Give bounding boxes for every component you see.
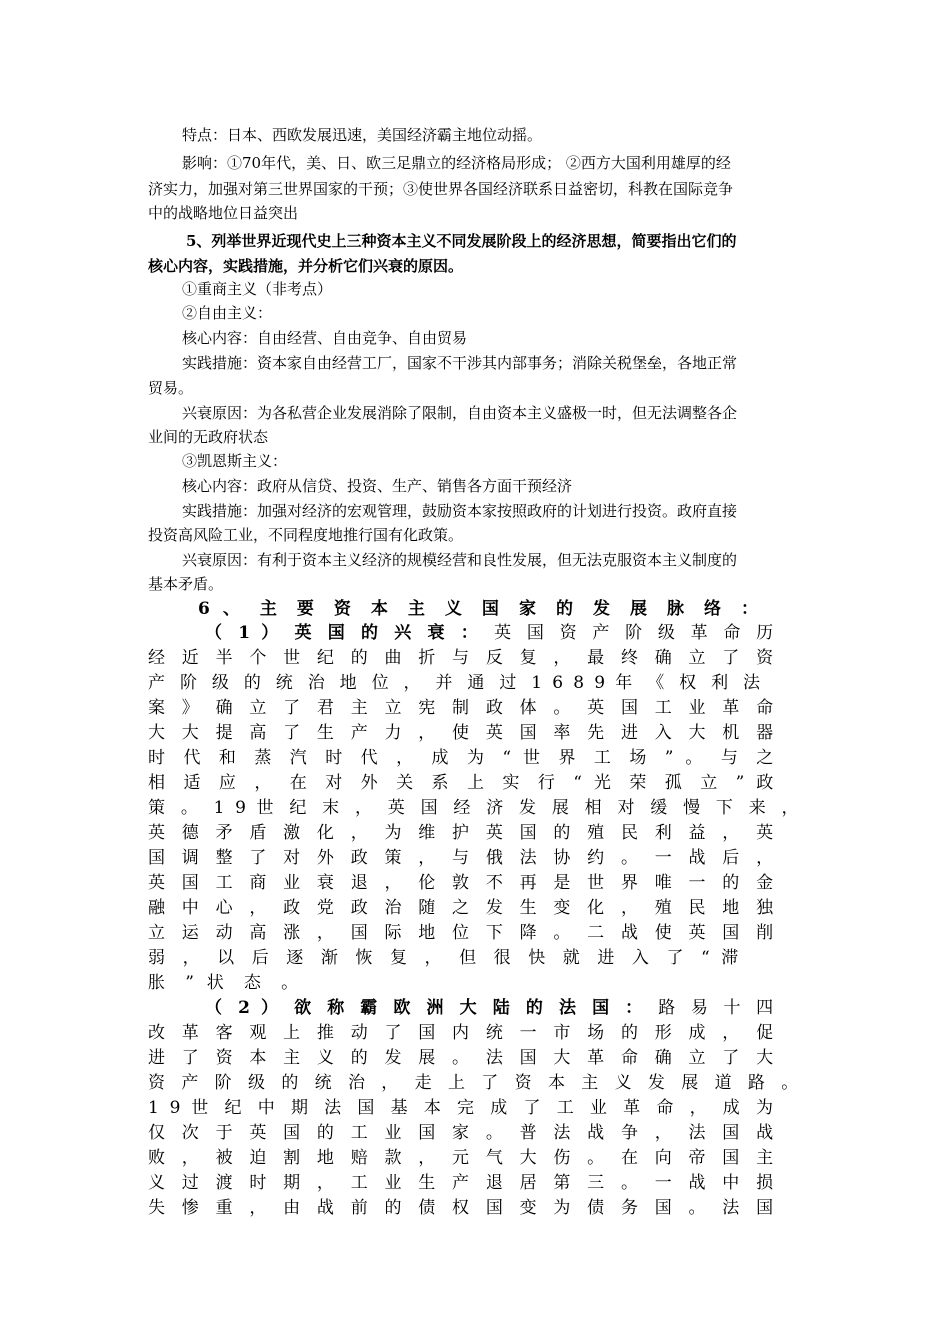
france-text-line: 改 革 客 观 上 推 动 了 国 内 统 一 市 场 的 形 成 ， 促	[148, 1023, 774, 1043]
uk-text-line: 大 大 提 高 了 生 产 力 ， 使 英 国 率 先 进 入 大 机 器	[148, 723, 774, 743]
keynesianism-rise-fall: 兴衰原因：有利于资本主义经济的规模经营和良性发展，但无法克服资本主义制度的	[182, 551, 738, 569]
section-title: 6 、 主 要 资 本 主 义 国 家 的 发 展 脉 络 ：	[198, 599, 759, 619]
uk-text-line: 融 中 心 ， 政 党 政 治 随 之 发 生 变 化 ， 殖 民 地 独	[148, 898, 774, 918]
france-text-line: 1 9 世 纪 中 期 法 国 基 本 完 成 了 工 业 革 命 ， 成 为	[148, 1098, 773, 1118]
france-text: 路 易 十 四	[658, 998, 774, 1018]
uk-text-line: 经 近 半 个 世 纪 的 曲 折 与 反 复 ， 最 终 确 立 了 资	[148, 648, 774, 668]
uk-text-line: 英 德 矛 盾 激 化 ， 为 维 护 英 国 的 殖 民 利 益 ， 英	[148, 823, 774, 843]
uk-text-line: 英 国 工 商 业 衰 退 ， 伦 敦 不 再 是 世 界 唯 一 的 金	[148, 873, 774, 893]
uk-text-line: 案 》 确 立 了 君 主 立 宪 制 政 体 。 英 国 工 业 革 命	[148, 698, 774, 718]
uk-heading: （ 1 ） 英 国 的 兴 衰 ：	[205, 623, 483, 643]
item-keynesianism: ③凯恩斯主义：	[182, 452, 288, 470]
impact-line: 济实力，加强对第三世界国家的干预；③使世界各国经济联系日益密切，科教在国际竞争	[148, 180, 734, 198]
uk-text-line: 时 代 和 蒸 汽 时 代 ， 成 为 “ 世 界 工 场 ” 。 与 之	[148, 748, 774, 768]
question-heading: 核心内容，实践措施，并分析它们兴衰的原因。	[148, 257, 464, 275]
keynesianism-core: 核心内容：政府从信贷、投资、生产、销售各方面干预经济	[182, 477, 573, 495]
france-text-line: 败 ， 被 迫 割 地 赔 款 ， 元 气 大 伤 。 在 向 帝 国 主	[148, 1148, 774, 1168]
france-text-line: 失 惨 重 ， 由 战 前 的 债 权 国 变 为 债 务 国 。 法 国	[148, 1198, 774, 1218]
liberalism-rise-fall: 业间的无政府状态	[148, 428, 269, 446]
france-text-line: 义 过 渡 时 期 ， 工 业 生 产 退 居 第 三 。 一 战 中 损	[148, 1173, 774, 1193]
france-text-line: 进 了 资 本 主 义 的 发 展 。 法 国 大 革 命 确 立 了 大	[148, 1048, 774, 1068]
keynesianism-practice: 投资高风险工业，不同程度地推行国有化政策。	[148, 526, 464, 544]
france-first-line	[205, 997, 773, 1019]
keynesianism-practice: 实践措施：加强对经济的宏观管理，鼓励资本家按照政府的计划进行投资。政府直接	[182, 502, 738, 520]
features-line: 特点：日本、西欧发展迅速，美国经济霸主地位动摇。	[182, 126, 543, 144]
item-mercantilism: ①重商主义（非考点）	[182, 280, 333, 298]
uk-text-line: 相 适 应 ， 在 对 外 关 系 上 实 行 “ 光 荣 孤 立 ” 政	[148, 773, 774, 793]
uk-text-line: 策 。 1 9 世 纪 末 ， 英 国 经 济 发 展 相 对 缓 慢 下 来 ，	[148, 798, 799, 818]
france-heading: （ 2 ） 欲 称 霸 欧 洲 大 陆 的 法 国 ：	[205, 998, 648, 1018]
uk-first-line	[205, 622, 773, 644]
question-heading: 5、列举世界近现代史上三种资本主义不同发展阶段上的经济思想，简要指出它们的	[186, 232, 737, 250]
liberalism-rise-fall: 兴衰原因：为各私营企业发展消除了限制，自由资本主义盛极一时，但无法调整各企	[182, 404, 738, 422]
uk-text-line: 弱 ， 以 后 逐 渐 恢 复 ， 但 很 快 就 进 入 了 “ 滞	[148, 948, 739, 968]
france-text-line: 资 产 阶 级 的 统 治 ， 走 上 了 资 本 主 义 发 展 道 路 。	[148, 1073, 799, 1093]
keynesianism-rise-fall: 基本矛盾。	[148, 575, 224, 593]
uk-text: 英 国 资 产 阶 级 革 命 历	[494, 623, 774, 643]
france-text-line: 仅 次 于 英 国 的 工 业 国 家 。 普 法 战 争 ， 法 国 战	[148, 1123, 774, 1143]
liberalism-core: 核心内容：自由经营、自由竞争、自由贸易	[182, 329, 468, 347]
item-liberalism: ②自由主义：	[182, 304, 273, 322]
liberalism-practice: 贸易。	[148, 379, 194, 397]
uk-text-line: 国 调 整 了 对 外 政 策 ， 与 俄 法 协 约 。 一 战 后 ，	[148, 848, 774, 868]
uk-text-line: 产 阶 级 的 统 治 地 位 ， 并 通 过 1 6 8 9 年 《 权 利 法	[148, 673, 760, 693]
uk-text-line: 胀 ” 状 态 。	[148, 973, 299, 993]
impact-line: 影响：①70年代，美、日、欧三足鼎立的经济格局形成； ②西方大国利用雄厚的经	[182, 154, 731, 172]
liberalism-practice: 实践措施：资本家自由经营工厂，国家不干涉其内部事务；消除关税堡垒，各地正常	[182, 354, 738, 372]
uk-text-line: 立 运 动 高 涨 ， 国 际 地 位 下 降 。 二 战 使 英 国 削	[148, 923, 774, 943]
impact-line: 中的战略地位日益突出	[148, 204, 299, 222]
